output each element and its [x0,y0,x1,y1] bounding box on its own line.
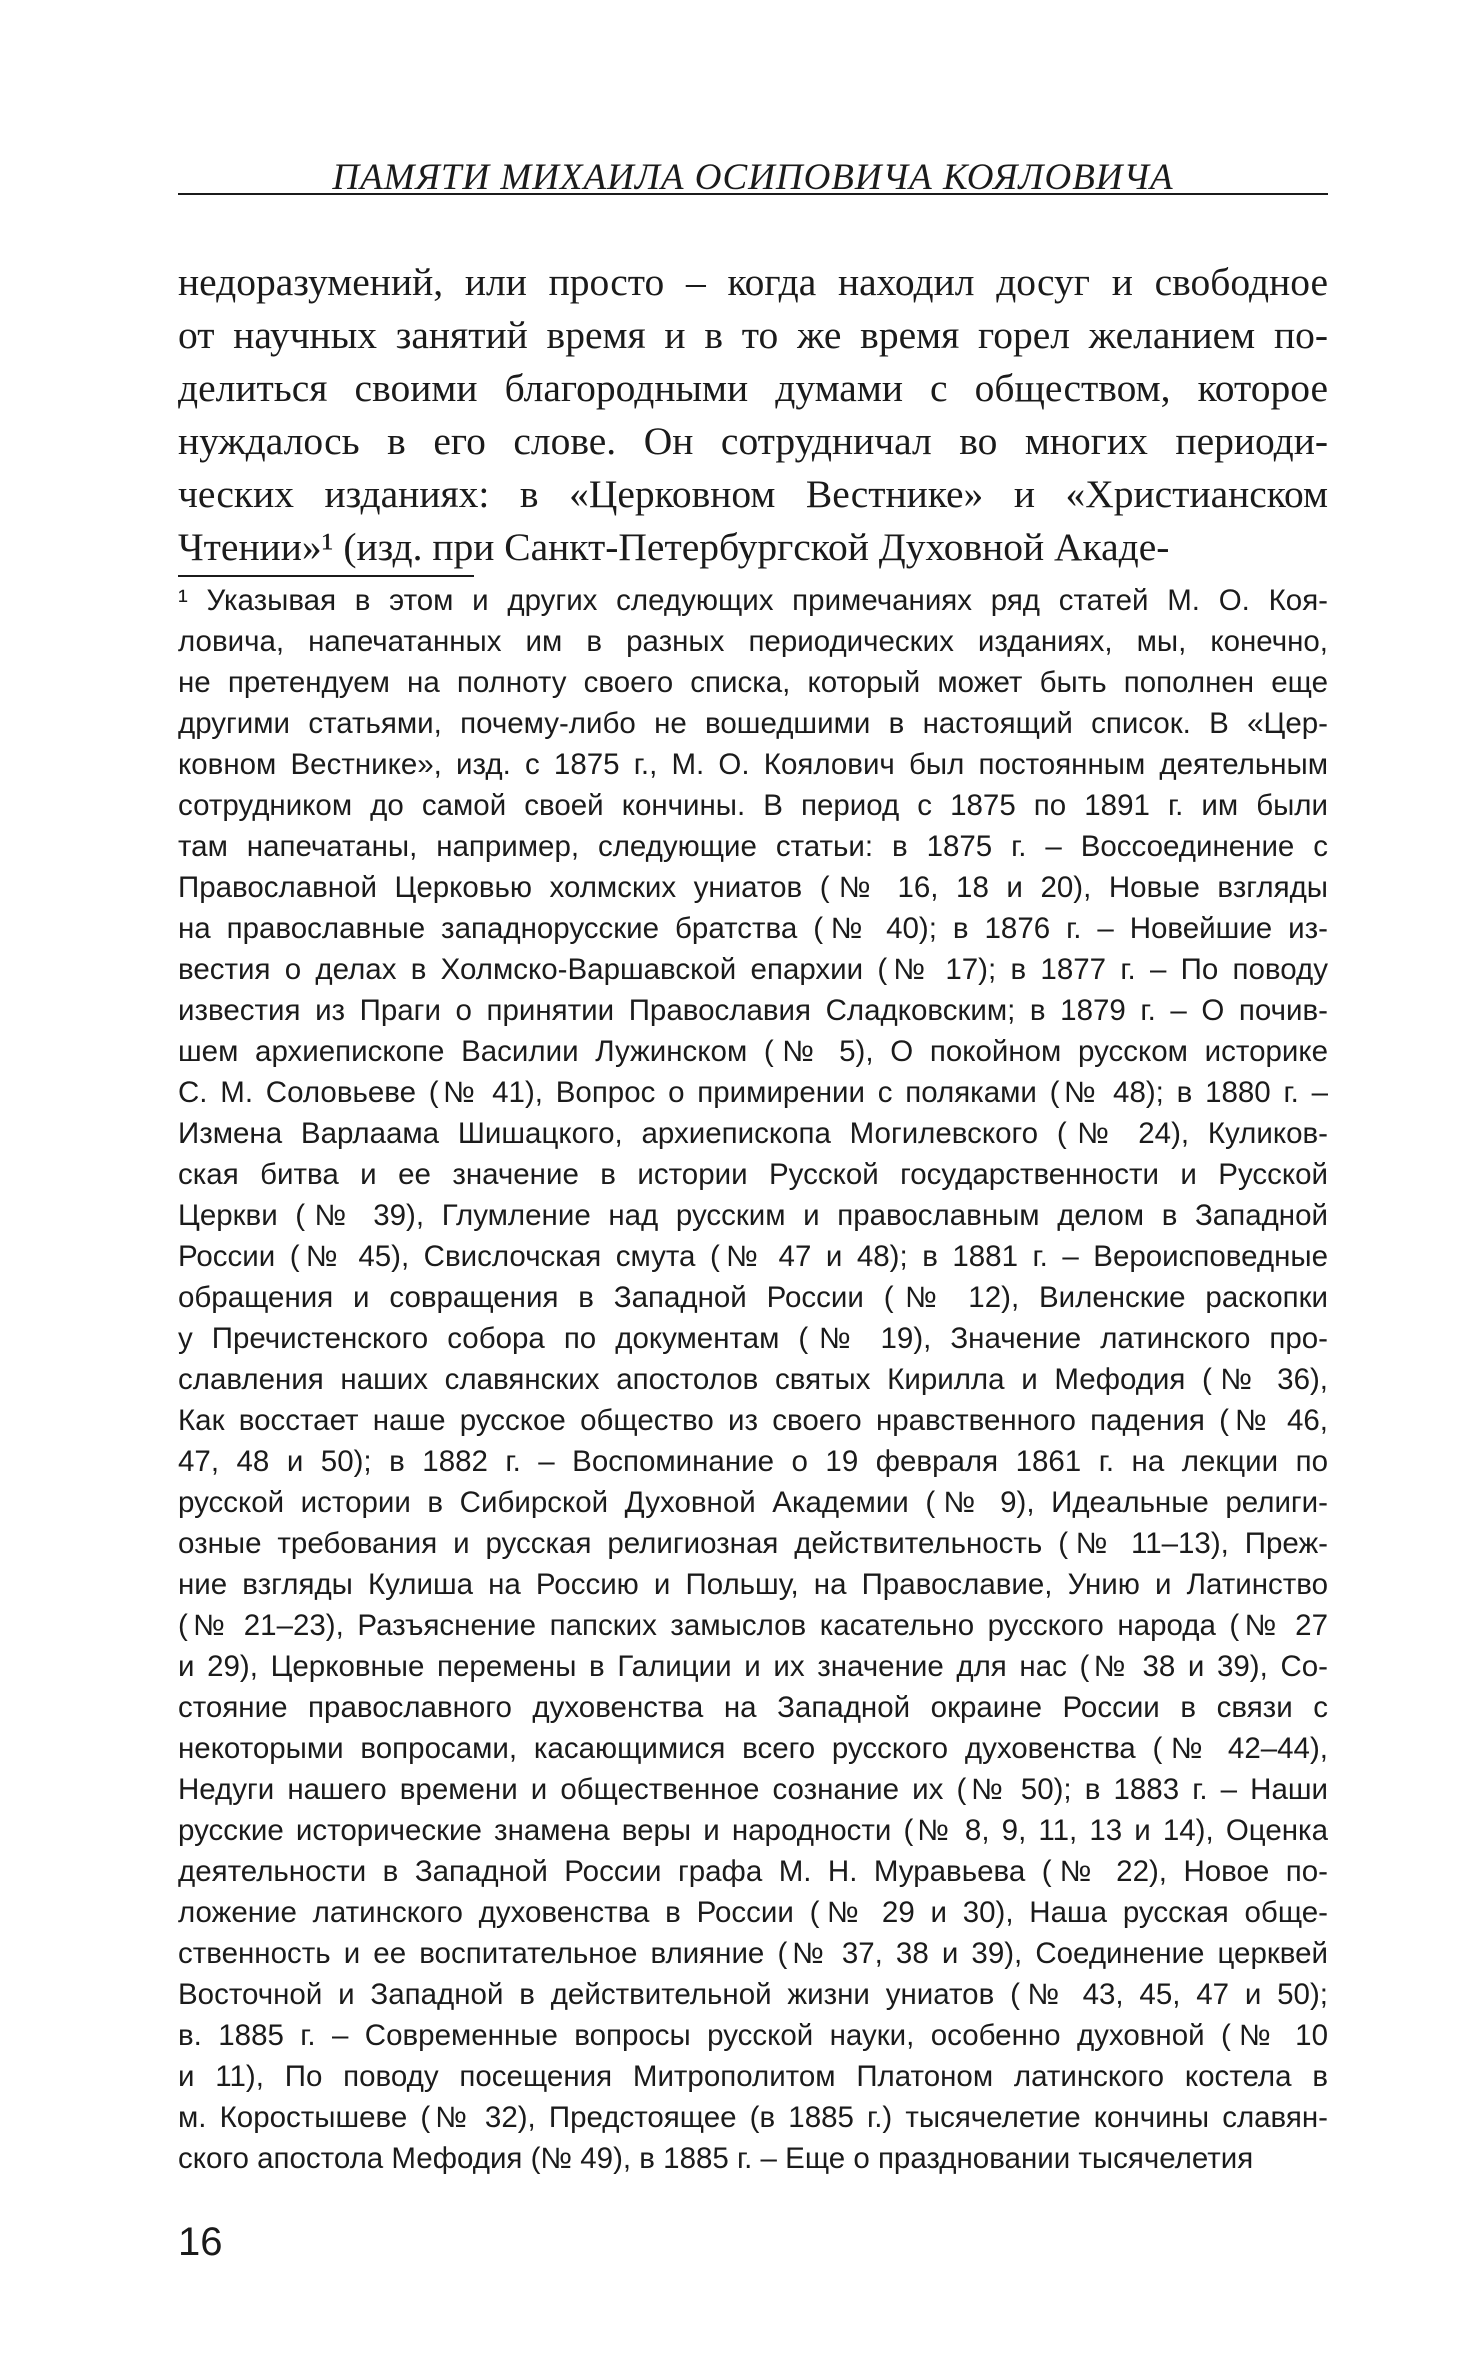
body-text-line: ческих изданиях: в «Церковном Вестнике» и «Христианском [178,472,1328,516]
footnote-line: и 29), Церковные перемены в Галиции и их значение для нас (№ 38 и 39), Со- [178,1650,1328,1683]
footnote-line: у Пречистенского собора по документам (№ 19), Значение латинского про- [178,1322,1328,1355]
running-head: ПАМЯТИ МИХАИЛА ОСИПОВИЧА КОЯЛОВИЧА [332,157,1174,198]
footnote-line: (№ 21–23), Разъяснение папских замыслов касательно русского народа (№ 27 [178,1609,1328,1642]
footnote-line: России (№ 45), Свислочская смута (№ 47 и 48); в 1881 г. – Вероисповедные [178,1240,1328,1273]
footnote-separator [178,575,474,577]
footnote-line: озные требования и русская религиозная действительность (№ 11–13), Преж- [178,1527,1328,1560]
footnote-line: на православные западнорусские братства (№ 40); в 1876 г. – Новейшие из- [178,912,1328,945]
footnote-line: ская битва и ее значение в истории Русской государственности и Русской [178,1158,1328,1191]
body-text-line: недоразумений, или просто – когда находил досуг и свободное [178,260,1328,304]
footnote-line: Восточной и Западной в действительной жизни униатов (№ 43, 45, 47 и 50); [178,1978,1328,2011]
footnote-line: Церкви (№ 39), Глумление над русским и православным делом в Западной [178,1199,1328,1232]
footnote-line: и 11), По поводу посещения Митрополитом Платоном латинского костела в [178,2060,1328,2093]
footnote-line: ловича, напечатанных им в разных периодических изданиях, мы, конечно, [178,625,1328,658]
body-text-line: нуждалось в его слове. Он сотрудничал во многих периоди- [178,419,1328,463]
body-text-line: делиться своими благородными думами с обществом, которое [178,366,1328,410]
footnote-line: известия из Праги о принятии Православия Сладковским; в 1879 г. – О почив- [178,994,1328,1027]
footnote-line: ние взгляды Кулиша на Россию и Польшу, на Православие, Унию и Латинство [178,1568,1328,1601]
footnote-line: м. Коростышеве (№ 32), Предстоящее (в 1885 г.) тысячелетие кончины славян- [178,2101,1328,2134]
footnote-line: ложение латинского духовенства в России (№ 29 и 30), Наша русская обще- [178,1896,1328,1929]
footnote-line: другими статьями, почему-либо не вошедшими в настоящий список. В «Цер- [178,707,1328,740]
footnote-line: вестия о делах в Холмско-Варшавской епархии (№ 17); в 1877 г. – По поводу [178,953,1328,986]
footnote-line: ¹ Указывая в этом и других следующих примечаниях ряд статей М. О. Коя- [178,584,1328,617]
footnote-line: Православной Церковью холмских униатов (№ 16, 18 и 20), Новые взгляды [178,871,1328,904]
footnote-line: не претендуем на полноту своего списка, который может быть пополнен еще [178,666,1328,699]
footnote-line: ковном Вестнике», изд. с 1875 г., М. О. Коялович был постоянным деятельным [178,748,1328,781]
footnote-line: русской истории в Сибирской Духовной Академии (№ 9), Идеальные религи- [178,1486,1328,1519]
page-number: 16 [178,2220,223,2264]
footnote-line: 47, 48 и 50); в 1882 г. – Воспоминание о 19 февраля 1861 г. на лекции по [178,1445,1328,1478]
footnote-line: Как восстает наше русское общество из своего нравственного падения (№ 46, [178,1404,1328,1437]
footnote-line: русские исторические знамена веры и народности (№ 8, 9, 11, 13 и 14), Оценка [178,1814,1328,1847]
footnote-line: сотрудником до самой своей кончины. В период с 1875 по 1891 г. им были [178,789,1328,822]
body-text-line: Чтении»¹ (изд. при Санкт-Петербургской Духовной Акаде- [178,525,1170,569]
footnote-line: некоторыми вопросами, касающимися всего русского духовенства (№ 42–44), [178,1732,1328,1765]
footnote-line: в. 1885 г. – Современные вопросы русской науки, особенно духовной (№ 10 [178,2019,1328,2052]
header-rule [178,193,1328,195]
footnote-line: Недуги нашего времени и общественное сознание их (№ 50); в 1883 г. – Наши [178,1773,1328,1806]
footnote-line: там напечатаны, например, следующие статьи: в 1875 г. – Воссоединение с [178,830,1328,863]
footnote-block [178,580,1328,2179]
footnote-line: славления наших славянских апостолов святых Кирилла и Мефодия (№ 36), [178,1363,1328,1396]
footnote-line: ственность и ее воспитательное влияние (№ 37, 38 и 39), Соединение церквей [178,1937,1328,1970]
footnote-line: Измена Варлаама Шишацкого, архиепископа Могилевского (№ 24), Куликов- [178,1117,1328,1150]
footnote-line: ского апостола Мефодия (№ 49), в 1885 г. – Еще о праздновании тысячелетия [178,2142,1254,2175]
footnote-line: обращения и совращения в Западной России (№ 12), Виленские раскопки [178,1281,1328,1314]
footnote-line: С. М. Соловьеве (№ 41), Вопрос о примирении с поляками (№ 48); в 1880 г. – [178,1076,1328,1109]
body-text-line: от научных занятий время и в то же время горел желанием по- [178,313,1328,357]
body-text [178,256,1328,574]
footnote-line: шем архиепископе Василии Лужинском (№ 5), О покойном русском историке [178,1035,1328,1068]
footnote-line: деятельности в Западной России графа М. Н. Муравьева (№ 22), Новое по- [178,1855,1328,1888]
footnote-line: стояние православного духовенства на Западной окраине России в связи с [178,1691,1328,1724]
